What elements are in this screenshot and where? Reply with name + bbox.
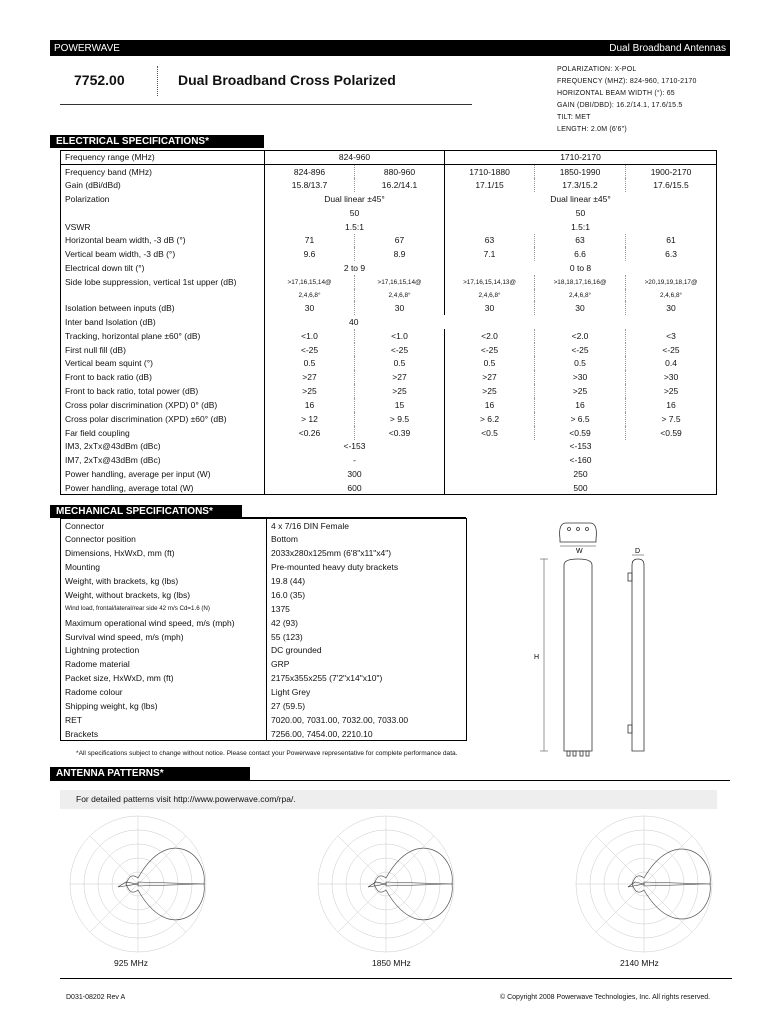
summary-specs xyxy=(557,64,697,136)
cell: Dual linear ±45° xyxy=(265,192,445,206)
table-row xyxy=(61,289,717,301)
table-row xyxy=(61,261,717,275)
cell: - xyxy=(265,453,445,467)
title-rule xyxy=(60,104,472,105)
table-row xyxy=(61,301,717,315)
cell: 4 x 7/16 DIN Female xyxy=(267,519,467,533)
table-row xyxy=(61,315,717,329)
front-view-outline xyxy=(564,559,592,751)
cell: 16 xyxy=(626,398,717,412)
cell: 1375 xyxy=(267,602,467,616)
cell: > 6.5 xyxy=(535,412,626,426)
table-row xyxy=(61,467,717,481)
pattern-caption: 925 MHz xyxy=(114,958,149,968)
cell: <0.59 xyxy=(626,426,717,440)
cell: 0.4 xyxy=(626,356,717,370)
cell: 67 xyxy=(355,234,445,248)
cell: >17,16,15,14,13@ xyxy=(445,275,535,289)
table-row xyxy=(61,644,467,658)
cell: 30 xyxy=(265,301,355,315)
table-row xyxy=(61,657,467,671)
table-row xyxy=(61,343,717,357)
cell: 15.8/13.7 xyxy=(265,178,355,192)
product-category: Dual Broadband Antennas xyxy=(609,42,726,54)
row-label: Gain (dBi/dBd) xyxy=(65,180,121,191)
cell: 17.1/15 xyxy=(445,178,535,192)
bracket-mark xyxy=(628,573,632,581)
cell: 27 (59.5) xyxy=(267,699,467,713)
cell: 63 xyxy=(445,234,535,248)
cell: 30 xyxy=(535,301,626,315)
cell: 42 (93) xyxy=(267,616,467,630)
cell: 880-960 xyxy=(355,164,445,178)
header-bar xyxy=(50,40,730,56)
pattern-caption: 2140 MHz xyxy=(620,958,659,968)
row-label: Maximum operational wind speed, m/s (mph) xyxy=(65,617,235,628)
table-row xyxy=(61,356,717,370)
cell: <0.39 xyxy=(355,426,445,440)
summary-line: HORIZONTAL BEAM WIDTH (°): 65 xyxy=(557,90,675,97)
row-label: Front to back ratio (dB) xyxy=(65,372,152,383)
polar-plot-1850 xyxy=(314,812,458,956)
document-number: D031-08202 Rev A xyxy=(66,994,126,1001)
cell: >17,16,15,14@ xyxy=(355,275,445,289)
table-row xyxy=(61,275,717,289)
row-label: Horizontal beam width, -3 dB (°) xyxy=(65,235,186,246)
cell: <0.26 xyxy=(265,426,355,440)
row-label: Mounting xyxy=(65,562,100,573)
row-label xyxy=(61,289,265,301)
row-label: Far field coupling xyxy=(65,427,130,438)
row-label: Side lobe suppression, vertical 1st upper (dB) xyxy=(65,277,237,288)
patterns-heading: ANTENNA PATTERNS* xyxy=(50,767,250,780)
cell: 19.8 (44) xyxy=(267,574,467,588)
cell: DC grounded xyxy=(267,644,467,658)
cell: >20,19,19,18,17@ xyxy=(626,275,717,289)
cell: 7256.00, 7454.00, 2210.10 xyxy=(267,727,467,741)
cell: 500 xyxy=(445,481,717,495)
row-label: VSWR xyxy=(65,221,91,232)
row-label: Radome material xyxy=(65,659,130,670)
title-divider xyxy=(157,66,158,96)
cell: 9.6 xyxy=(265,247,355,261)
row-label: Weight, with brackets, kg (lbs) xyxy=(65,576,179,586)
cell: 6.3 xyxy=(626,247,717,261)
patterns-link-text: For detailed patterns visit http://www.powerwave.com/rpa/. xyxy=(60,790,717,809)
electrical-heading: ELECTRICAL SPECIFICATIONS* xyxy=(50,135,264,148)
mechanical-table xyxy=(60,518,467,741)
table-row xyxy=(61,398,717,412)
cell: 30 xyxy=(626,301,717,315)
cell: 300 xyxy=(265,467,445,481)
cell: 1.5:1 xyxy=(265,220,445,234)
cell: 16.2/14.1 xyxy=(355,178,445,192)
row-label: Frequency range (MHz) xyxy=(61,151,265,165)
model-number: 7752.00 xyxy=(74,72,125,88)
vertical-pattern-trace xyxy=(368,882,453,887)
table-row xyxy=(61,560,467,574)
cell: <-25 xyxy=(535,343,626,357)
cell: 2,4,6,8° xyxy=(265,289,355,301)
table-row xyxy=(61,426,717,440)
row-label xyxy=(61,206,265,220)
top-view-hole xyxy=(577,528,580,531)
row-label: IM7, 2xTx@43dBm (dBc) xyxy=(65,455,161,466)
cell: 2,4,6,8° xyxy=(535,289,626,301)
row-label: Electrical down tilt (°) xyxy=(65,263,145,274)
summary-line: TILT: MET xyxy=(557,114,591,121)
cell: 600 xyxy=(265,481,445,495)
cell: >18,18,17,16,16@ xyxy=(535,275,626,289)
row-label: Cross polar discrimination (XPD) ±60° (dB) xyxy=(65,413,227,424)
table-row xyxy=(61,630,467,644)
cell: >17,16,15,14@ xyxy=(265,275,355,289)
table-row xyxy=(61,602,467,616)
row-label: Power handling, average total (W) xyxy=(65,482,194,493)
row-label: Connector position xyxy=(65,534,136,545)
cell: <2.0 xyxy=(445,329,535,343)
cell: 16 xyxy=(265,398,355,412)
top-view-hole xyxy=(568,528,571,531)
cell: 30 xyxy=(355,301,445,315)
cell: Bottom xyxy=(267,532,467,546)
cell: 16 xyxy=(445,398,535,412)
cell: >27 xyxy=(265,370,355,384)
row-label: Shipping weight, kg (lbs) xyxy=(65,701,158,712)
cell: <-25 xyxy=(265,343,355,357)
cell: 1710-2170 xyxy=(445,151,717,165)
pattern-caption: 1850 MHz xyxy=(372,958,411,968)
cell: 0.5 xyxy=(355,356,445,370)
cell: >25 xyxy=(445,384,535,398)
cell: 0.5 xyxy=(265,356,355,370)
cell: 6.6 xyxy=(535,247,626,261)
cell: <0.5 xyxy=(445,426,535,440)
table-row xyxy=(61,234,717,248)
copyright-notice: © Copyright 2008 Powerwave Technologies, Inc. All rights reserved. xyxy=(500,994,711,1001)
table-row xyxy=(61,532,467,546)
row-label: Brackets xyxy=(65,728,99,739)
bracket-mark xyxy=(628,725,632,733)
cell: 824-896 xyxy=(265,164,355,178)
table-row xyxy=(61,519,467,533)
row-label: Connector xyxy=(65,520,105,531)
summary-line: FREQUENCY (MHZ): 824-960, 1710-2170 xyxy=(557,78,697,85)
cell: 0.5 xyxy=(535,356,626,370)
row-label: First null fill (dB) xyxy=(65,344,126,355)
cell: 16.0 (35) xyxy=(267,588,467,602)
cell: 50 xyxy=(265,206,445,220)
cell: 50 xyxy=(445,206,717,220)
cell: 63 xyxy=(535,234,626,248)
table-row xyxy=(61,178,717,192)
cell: <1.0 xyxy=(355,329,445,343)
table-row xyxy=(61,574,467,588)
cell: 40 xyxy=(265,315,717,329)
table-row xyxy=(61,453,717,467)
cell: 2,4,6,8° xyxy=(355,289,445,301)
row-label: Polarization xyxy=(65,193,110,204)
cell: 15 xyxy=(355,398,445,412)
cell: 1850-1990 xyxy=(535,164,626,178)
row-label: Radome colour xyxy=(65,687,123,698)
polar-plot-925 xyxy=(66,812,210,956)
cell: <-160 xyxy=(445,453,717,467)
table-row xyxy=(61,481,717,495)
row-label: Packet size, HxWxD, mm (ft) xyxy=(65,673,174,684)
row-label: Vertical beam width, -3 dB (°) xyxy=(65,249,176,260)
cell: 30 xyxy=(445,301,535,315)
row-label: Power handling, average per input (W) xyxy=(65,469,211,480)
cell: <2.0 xyxy=(535,329,626,343)
cell: <-25 xyxy=(626,343,717,357)
antenna-drawing xyxy=(520,515,680,765)
table-row xyxy=(61,699,467,713)
table-row xyxy=(61,164,717,178)
summary-line: GAIN (DBI/DBD): 16.2/14.1, 17.6/15.5 xyxy=(557,102,683,109)
cell: 16 xyxy=(535,398,626,412)
table-row xyxy=(61,384,717,398)
vertical-pattern-trace xyxy=(628,882,711,887)
row-label: Lightning protection xyxy=(65,645,140,656)
polar-plot-2140 xyxy=(572,812,716,956)
row-label: Weight, without brackets, kg (lbs) xyxy=(65,589,191,600)
cell: >27 xyxy=(445,370,535,384)
cell: > 7.5 xyxy=(626,412,717,426)
cell: >27 xyxy=(355,370,445,384)
table-row xyxy=(61,713,467,727)
width-label: W xyxy=(576,548,583,555)
cell: 71 xyxy=(265,234,355,248)
top-view-outline xyxy=(560,523,597,542)
row-label: Front to back ratio, total power (dB) xyxy=(65,386,199,397)
cell: Light Grey xyxy=(267,685,467,699)
row-label: Inter band Isolation (dB) xyxy=(65,316,156,327)
cell: <-25 xyxy=(355,343,445,357)
connector-stub xyxy=(567,751,570,756)
cell: > 9.5 xyxy=(355,412,445,426)
table-row xyxy=(61,440,717,454)
cell: <-153 xyxy=(265,440,445,454)
table-row xyxy=(61,616,467,630)
cell: 1.5:1 xyxy=(445,220,717,234)
table-row xyxy=(61,546,467,560)
cell: Pre-mounted heavy duty brackets xyxy=(267,560,467,574)
cell: 2 to 9 xyxy=(265,261,445,275)
cell: > 12 xyxy=(265,412,355,426)
connector-stub xyxy=(580,751,583,756)
cell: >25 xyxy=(265,384,355,398)
row-label: Vertical beam squint (°) xyxy=(65,358,153,369)
cell: 250 xyxy=(445,467,717,481)
cell: 17.6/15.5 xyxy=(626,178,717,192)
cell: 1710-1880 xyxy=(445,164,535,178)
cell: 1900-2170 xyxy=(626,164,717,178)
cell: 7.1 xyxy=(445,247,535,261)
cell: 2175x355x255 (7'2"x14"x10") xyxy=(267,671,467,685)
row-label: Isolation between inputs (dB) xyxy=(65,303,175,314)
cell: 2033x280x125mm (6'8"x11"x4") xyxy=(267,546,467,560)
table-row xyxy=(61,671,467,685)
summary-line: POLARIZATION: X-POL xyxy=(557,66,637,73)
depth-label: D xyxy=(635,548,641,555)
cell: 824-960 xyxy=(265,151,445,165)
cell: <1.0 xyxy=(265,329,355,343)
footer-rule xyxy=(60,978,732,979)
connector-stub xyxy=(573,751,576,756)
cell: GRP xyxy=(267,657,467,671)
cell: 8.9 xyxy=(355,247,445,261)
connector-stub xyxy=(586,751,589,756)
cell: >25 xyxy=(626,384,717,398)
cell: 2,4,6,8° xyxy=(626,289,717,301)
cell: 0.5 xyxy=(445,356,535,370)
summary-line: LENGTH: 2.0M (6'6") xyxy=(557,126,627,133)
cell: <-25 xyxy=(445,343,535,357)
cell: > 6.2 xyxy=(445,412,535,426)
table-row xyxy=(61,220,717,234)
row-label: RET xyxy=(65,714,82,725)
product-title: Dual Broadband Cross Polarized xyxy=(178,72,396,88)
row-label: Tracking, horizontal plane ±60° (dB) xyxy=(65,330,201,341)
table-row xyxy=(61,727,467,741)
cell: >30 xyxy=(626,370,717,384)
cell: 55 (123) xyxy=(267,630,467,644)
table-row xyxy=(61,412,717,426)
cell: <-153 xyxy=(445,440,717,454)
side-view-outline xyxy=(632,559,644,751)
section-rule xyxy=(50,780,730,781)
table-row xyxy=(61,370,717,384)
row-label: Dimensions, HxWxD, mm (ft) xyxy=(65,548,175,559)
cell: >25 xyxy=(355,384,445,398)
cell: 7020.00, 7031.00, 7032.00, 7033.00 xyxy=(267,713,467,727)
cell: >25 xyxy=(535,384,626,398)
cell: <0.59 xyxy=(535,426,626,440)
electrical-table xyxy=(60,150,717,495)
disclaimer-note: *All specifications subject to change without notice. Please contact your Powerwave representative for complete performance data. xyxy=(76,750,458,757)
table-row xyxy=(61,206,717,220)
top-view-hole xyxy=(586,528,589,531)
table-row xyxy=(61,247,717,261)
table-row xyxy=(61,588,467,602)
table-row xyxy=(61,329,717,343)
cell: Dual linear ±45° xyxy=(445,192,717,206)
brand-name: POWERWAVE xyxy=(54,42,120,54)
table-row xyxy=(61,685,467,699)
row-label: Frequency band (MHz) xyxy=(65,166,152,177)
cell: 2,4,6,8° xyxy=(445,289,535,301)
row-label: Cross polar discrimination (XPD) 0° (dB) xyxy=(65,399,218,410)
cell: 17.3/15.2 xyxy=(535,178,626,192)
row-label: IM3, 2xTx@43dBm (dBc) xyxy=(65,441,161,452)
height-label: H xyxy=(534,654,540,661)
cell: 61 xyxy=(626,234,717,248)
row-label: Wind load, frontal/lateral/rear side 42 m/s Cd=1.6 (N) xyxy=(65,605,210,613)
cell: <3 xyxy=(626,329,717,343)
table-row xyxy=(61,192,717,206)
table-row xyxy=(61,151,717,165)
cell: >30 xyxy=(535,370,626,384)
cell: 0 to 8 xyxy=(445,261,717,275)
row-label: Survival wind speed, m/s (mph) xyxy=(65,631,184,642)
mechanical-heading: MECHANICAL SPECIFICATIONS* xyxy=(50,505,242,518)
